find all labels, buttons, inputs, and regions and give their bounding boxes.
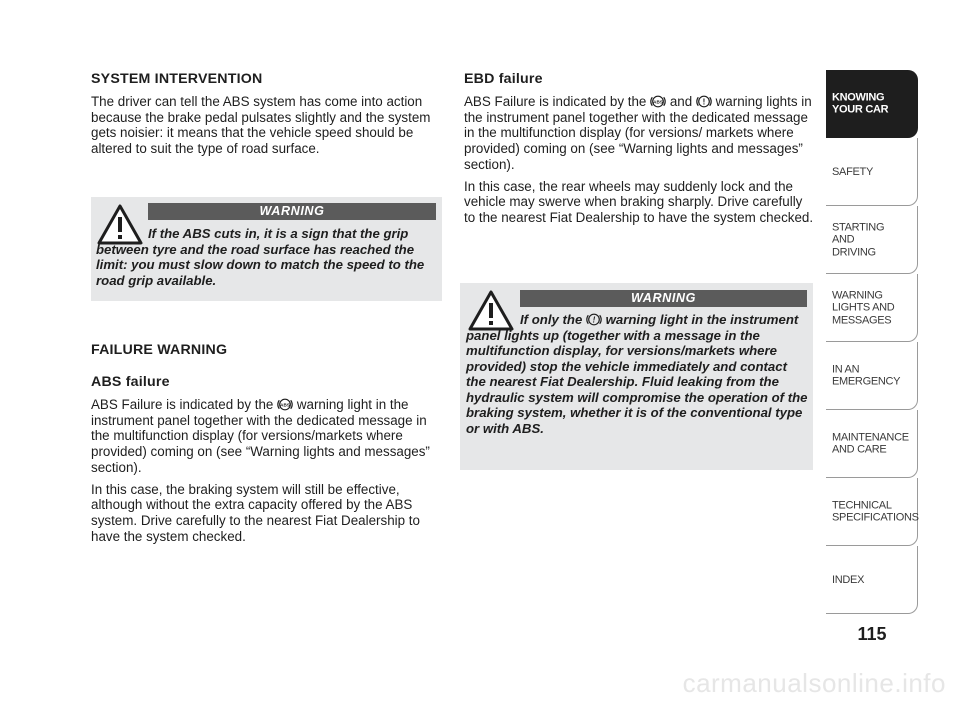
ebd-failure-text (464, 94, 816, 173)
ebd-failure-text-end: warning lights in the instrument panel together with the dedicated message in the multifunction display (for versions/ markets where provided) coming on (see “Warning lights and messages” section). (464, 94, 812, 172)
ebd-failure-text-and: and (669, 94, 693, 109)
sidebar-tab-label: TECHNICAL SPECIFICATIONS (832, 499, 919, 524)
warning-label: WARNING (148, 203, 436, 220)
warning-box-brake (460, 283, 813, 470)
sidebar-tab-label: STARTING AND DRIVING (832, 220, 885, 258)
svg-text:ABS: ABS (653, 99, 663, 105)
system-intervention-heading: SYSTEM INTERVENTION (91, 71, 263, 87)
sidebar-tab-technical-specifications[interactable] (826, 478, 918, 546)
brake-warning-light-icon (586, 312, 602, 327)
sidebar-tab-label: KNOWING YOUR CAR (832, 91, 889, 116)
warning-box-abs (91, 197, 442, 301)
watermark: carmanualsonline.info (682, 668, 946, 698)
abs-failure-text-start: ABS Failure is indicated by the (91, 397, 274, 412)
sidebar-tab-label: WARNING LIGHTS AND MESSAGES (832, 288, 895, 326)
svg-text:!: ! (592, 315, 596, 325)
sidebar-tab-maintenance[interactable] (826, 410, 918, 478)
warning-text: If the ABS cuts in, it is a sign that the grip between tyre and the road surface has reached the limit: you must slow down to match the speed to the road grip available. (96, 226, 425, 288)
svg-text:!: ! (702, 97, 706, 107)
abs-failure-text-2: In this case, the braking system will still be effective, although without the extra capacity offered by the ABS system. Drive carefully to the nearest Fiat Dealership to have the system checked. (91, 481, 420, 544)
sidebar-tab-safety[interactable] (826, 138, 918, 206)
chapter-sidebar (826, 70, 918, 614)
sidebar-tab-warning-lights[interactable] (826, 274, 918, 342)
abs-failure-text (91, 397, 443, 476)
ebd-failure-text-2: In this case, the rear wheels may suddenly lock and the vehicle may swerve when braking sharply. Drive carefully to the nearest Fiat Dealership to have the system checked. (464, 178, 814, 225)
abs-warning-light-icon (277, 397, 293, 412)
page-number: 115 (857, 624, 887, 644)
sidebar-tab-index[interactable] (826, 546, 918, 614)
right-column (464, 70, 816, 226)
sidebar-tab-knowing-your-car[interactable] (826, 70, 918, 138)
sidebar-tab-starting-and-driving[interactable] (826, 206, 918, 274)
failure-warning-heading: FAILURE WARNING (91, 342, 228, 358)
abs-warning-light-icon (650, 94, 666, 109)
sidebar-tab-label: IN AN EMERGENCY (832, 363, 901, 388)
warning-text-end: warning light in the instrument panel lights up (together with a message in the multifunction display, for versions/markets where provided) stop the vehicle immediately and contact the nearest Fiat Dealership. Fluid leaking from the hydraulic system will compromise the operation of the braking system, whether it is of the conventional type or with ABS. (466, 312, 808, 436)
sidebar-tab-label: INDEX (832, 573, 865, 586)
svg-text:ABS: ABS (280, 402, 290, 408)
ebd-failure-text-start: ABS Failure is indicated by the (464, 94, 647, 109)
brake-warning-light-icon (696, 94, 712, 109)
abs-failure-heading: ABS failure (91, 374, 170, 390)
system-intervention-text: The driver can tell the ABS system has come into action because the brake pedal pulsates slightly and the system gets noisier: it means that the vehicle speed should be altered to suit the type of road surface. (91, 94, 431, 157)
warning-text-start: If only the (520, 312, 583, 327)
sidebar-tab-label: SAFETY (832, 165, 873, 178)
warning-text (466, 312, 808, 436)
left-column (91, 70, 441, 157)
failure-warning-section (91, 341, 443, 544)
ebd-failure-heading: EBD failure (464, 71, 543, 87)
sidebar-tab-in-an-emergency[interactable] (826, 342, 918, 410)
warning-label: WARNING (520, 290, 807, 307)
sidebar-tab-label: MAINTENANCE AND CARE (832, 431, 909, 456)
abs-failure-text-end: warning light in the instrument panel together with the dedicated message in the multifunction display (for versions/markets where provided) coming on (see “Warning lights and messages” section). (91, 397, 430, 475)
